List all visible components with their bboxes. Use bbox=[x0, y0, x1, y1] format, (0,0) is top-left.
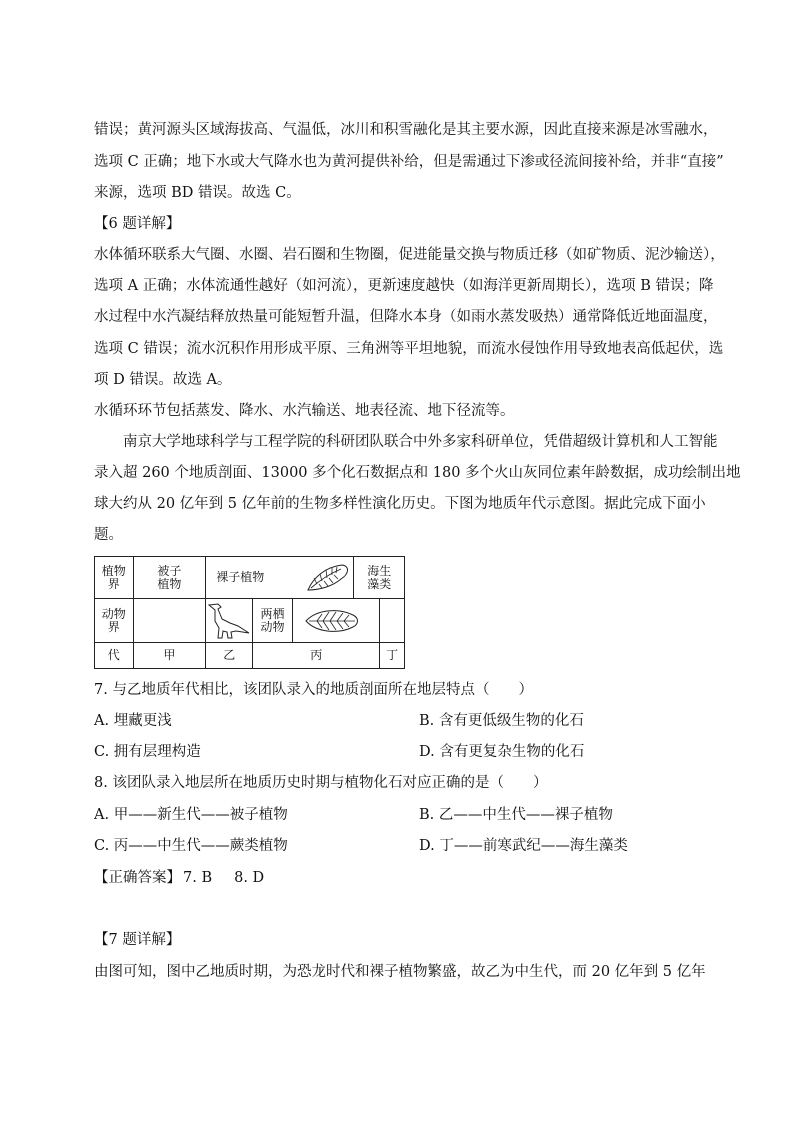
answer-label: 【正确答案】 bbox=[94, 870, 181, 886]
q8-option-c: C. 丙——中生代——蕨类植物 bbox=[94, 838, 288, 854]
answer-7: 7. B bbox=[183, 870, 213, 886]
paragraph-line: 题。 bbox=[94, 527, 123, 543]
section-heading-q6: 【6 题详解】 bbox=[94, 216, 181, 232]
paragraph-line: 选项 C 正确；地下水或大气降水也为黄河提供补给，但是需通过下渗或径流间接补给，并非“直接” bbox=[94, 154, 724, 170]
answer-8: 8. D bbox=[234, 870, 265, 886]
fish-fossil-icon bbox=[303, 606, 363, 636]
geologic-era-table bbox=[94, 556, 405, 669]
era-bing: 丙 bbox=[253, 643, 380, 669]
era-yi: 乙 bbox=[206, 643, 253, 669]
gymnosperm-label: 裸子植物 bbox=[216, 569, 265, 584]
cell-empty bbox=[133, 599, 206, 643]
cell-dinosaur bbox=[206, 599, 253, 643]
answer-line bbox=[94, 868, 264, 888]
era-jia: 甲 bbox=[133, 643, 206, 669]
paragraph-line: 选项 A 正确；水体流通性越好（如河流），更新速度越快（如海洋更新周期长），选项 B 错误；降 bbox=[94, 278, 714, 294]
paragraph-line: 录入超 260 个地质剖面、13000 多个化石数据点和 180 多个火山灰同位素年龄数据，成功绘制出地 bbox=[94, 465, 741, 481]
cell-fish-fossil bbox=[292, 599, 379, 643]
fern-fossil-icon bbox=[305, 561, 353, 595]
q8-option-b: B. 乙——中生代——裸子植物 bbox=[419, 807, 613, 823]
q7-option-d: D. 含有更复杂生物的化石 bbox=[419, 744, 585, 760]
row-label-era: 代 bbox=[95, 643, 134, 669]
cell-angiosperm: 被子植物 bbox=[133, 557, 206, 599]
paragraph-line: 选项 C 错误；流水沉积作用形成平原、三角洲等平坦地貌，而流水侵蚀作用导致地表高低起伏，选 bbox=[94, 341, 724, 357]
cell-gymnosperm-fern bbox=[206, 557, 354, 599]
q7-option-a: A. 埋藏更浅 bbox=[94, 713, 172, 729]
paragraph-line: 水过程中水汽凝结释放热量可能短暂升温，但降水本身（如雨水蒸发吸热）通常降低近地面温度， bbox=[94, 309, 718, 325]
cell-amphibian: 两栖动物 bbox=[253, 599, 293, 643]
q7-option-b: B. 含有更低级生物的化石 bbox=[419, 713, 584, 729]
era-ding: 丁 bbox=[380, 643, 405, 669]
paragraph-line: 错误；黄河源头区域海拔高、气温低，冰川和积雪融化是其主要水源，因此直接来源是冰雪融水， bbox=[94, 122, 718, 138]
row-label-plants: 植物界 bbox=[95, 557, 134, 599]
paragraph-line: 项 D 错误。故选 A。 bbox=[94, 372, 232, 388]
question-7: 7. 与乙地质年代相比，该团队录入的地质剖面所在地层特点（ ） bbox=[94, 682, 533, 698]
paragraph-line: 球大约从 20 亿年到 5 亿年前的生物多样性演化历史。下图为地质年代示意图。据此完成下面小 bbox=[94, 496, 706, 512]
cell-marine-algae: 海生藻类 bbox=[354, 557, 405, 599]
question-8: 8. 该团队录入地层所在地质历史时期与植物化石对应正确的是（ ） bbox=[94, 775, 548, 791]
q8-option-d: D. 丁——前寒武纪——海生藻类 bbox=[419, 838, 628, 854]
dinosaur-icon bbox=[206, 601, 252, 641]
q7-option-c: C. 拥有层理构造 bbox=[94, 744, 201, 760]
q8-option-a: A. 甲——新生代——被子植物 bbox=[94, 807, 288, 823]
paragraph-line: 南京大学地球科学与工程学院的科研团队联合中外多家科研单位，凭借超级计算机和人工智能 bbox=[123, 434, 718, 450]
row-label-animals: 动物界 bbox=[95, 599, 134, 643]
paragraph-line: 由图可知，图中乙地质时期，为恐龙时代和裸子植物繁盛，故乙为中生代，而 20 亿年到 5 亿年 bbox=[94, 964, 706, 980]
cell-empty bbox=[380, 599, 405, 643]
section-heading-q7: 【7 题详解】 bbox=[94, 932, 181, 948]
paragraph-line: 水循环环节包括蒸发、降水、水汽输送、地表径流、地下径流等。 bbox=[94, 403, 515, 419]
paragraph-line: 来源，选项 BD 错误。故选 C。 bbox=[94, 185, 301, 201]
paragraph-line: 水体循环联系大气圈、水圈、岩石圈和生物圈，促进能量交换与物质迁移（如矿物质、泥沙输送）， bbox=[94, 247, 725, 263]
